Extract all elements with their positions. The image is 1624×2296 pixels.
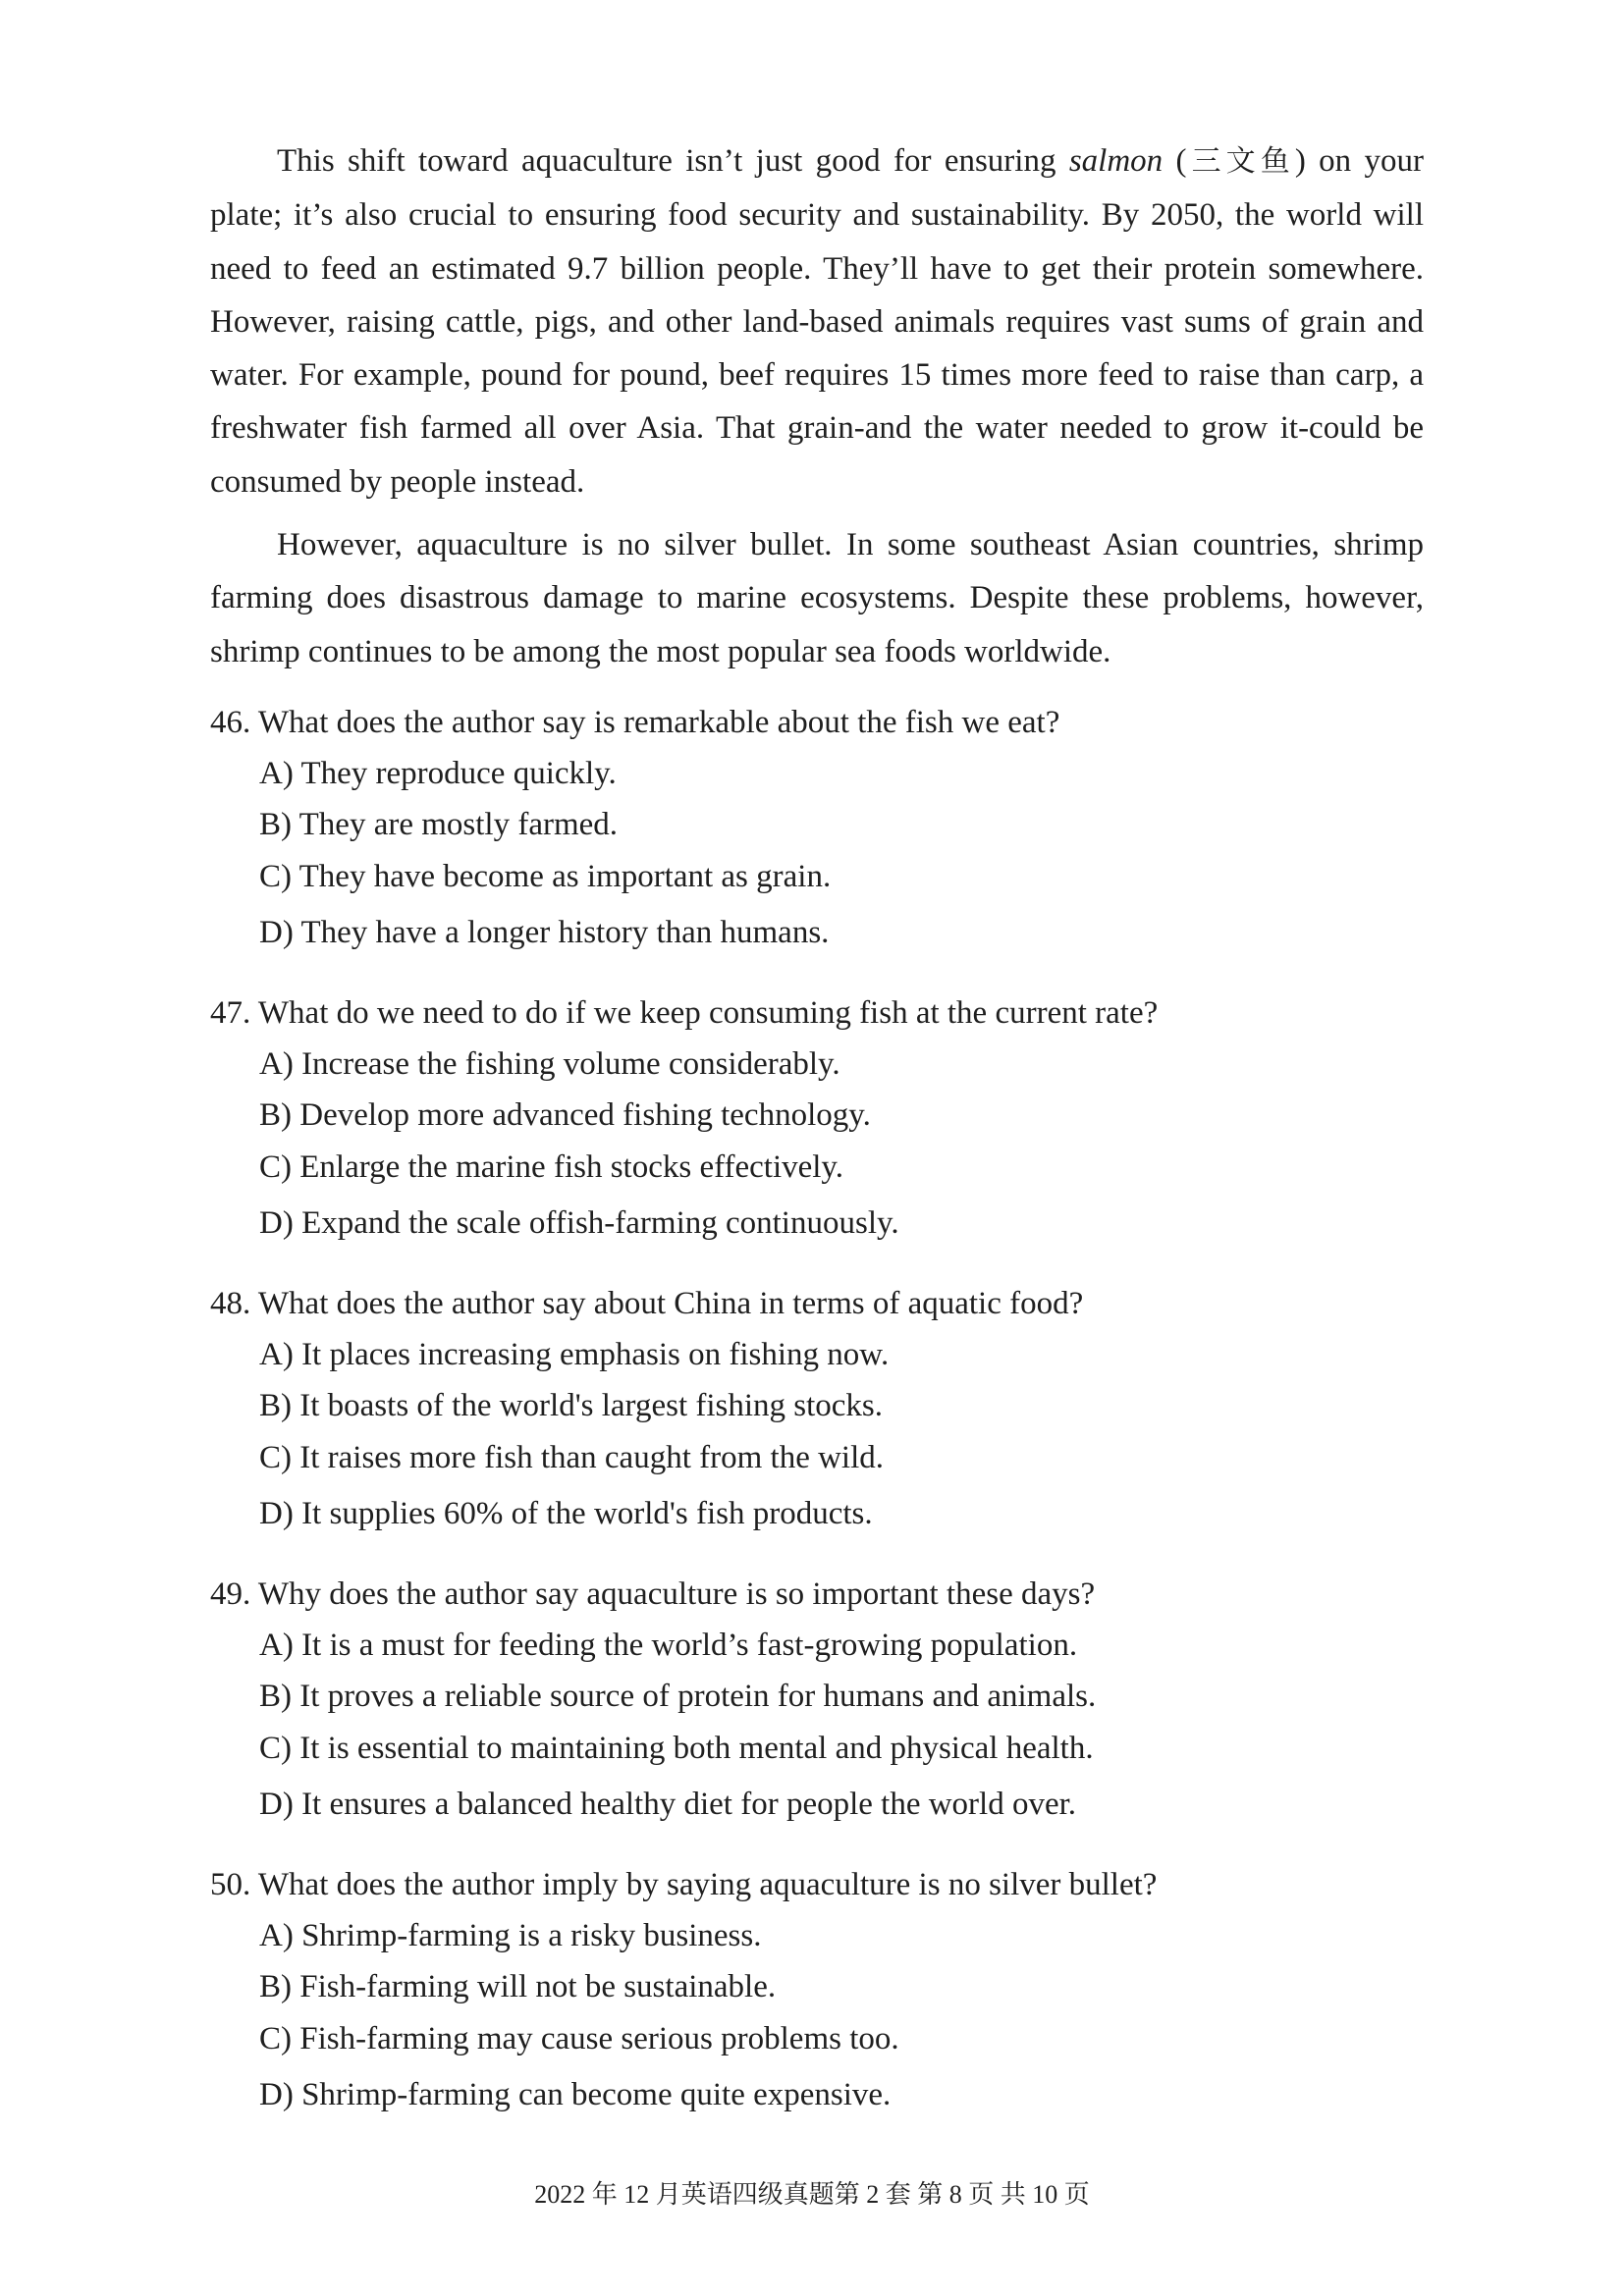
option-b: B) It proves a reliable source of protein for humans and animals.	[259, 1679, 1097, 1714]
question-stem: 49. Why does the author say aquaculture is so important these days?	[210, 1576, 1096, 1612]
option-d: D) It supplies 60% of the world's fish products.	[259, 1496, 873, 1531]
option-b: B) Develop more advanced fishing technology.	[259, 1097, 871, 1133]
option-b: B) They are mostly farmed.	[259, 807, 619, 842]
option-c: C) It raises more fish than caught from the wild.	[259, 1440, 885, 1475]
option-c: C) They have become as important as grain.	[259, 859, 832, 894]
option-a: A) It is a must for feeding the world’s fast-growing population.	[259, 1628, 1078, 1663]
salmon-term: salmon	[1068, 143, 1164, 179]
option-d: D) It ensures a balanced healthy diet for people the world over.	[259, 1787, 1077, 1822]
question-stem: 48. What does the author say about China in terms of aquatic food?	[210, 1286, 1084, 1321]
passage-paragraph-1: This shift toward aquaculture isn’t just good for ensuring salmon (三文鱼) on your plate; it’s also crucial to ensuring food security and sustainability. By 2050, the world will need to feed an estimated 9.7 billion people. They’ll have to get their protein somewhere. However, raising cattle, pigs, and other land-based animals requires vast sums of grain and water. For example, pound for pound, beef requires 15 times more feed to raise than carp, a freshwater fish farmed all over Asia. That grain-and the water needed to grow it-could be consumed by people instead.	[210, 143, 1424, 500]
salmon-chinese-gloss: 三文鱼	[1186, 144, 1295, 179]
reading-passage	[210, 134, 1424, 688]
option-c: C) Fish-farming may cause serious problems too.	[259, 2021, 899, 2056]
option-a: A) They reproduce quickly.	[259, 756, 617, 791]
option-b: B) Fish-farming will not be sustainable.	[259, 1969, 777, 2004]
page-footer: 2022 年 12 月英语四级真题第 2 套 第 8 页 共 10 页	[534, 2180, 1090, 2209]
question-stem: 47. What do we need to do if we keep consuming fish at the current rate?	[210, 995, 1159, 1031]
option-a: A) It places increasing emphasis on fishing now.	[259, 1337, 890, 1372]
question-stem: 50. What does the author imply by saying aquaculture is no silver bullet?	[210, 1867, 1158, 1902]
option-d: D) They have a longer history than humans.	[259, 915, 830, 950]
option-d: D) Expand the scale offish-farming continuously.	[259, 1205, 899, 1241]
question-stem: 46. What does the author say is remarkable about the fish we eat?	[210, 705, 1060, 740]
option-b: B) It boasts of the world's largest fishing stocks.	[259, 1388, 884, 1423]
option-c: C) Enlarge the marine fish stocks effectively.	[259, 1149, 844, 1185]
option-d: D) Shrimp-farming can become quite expensive.	[259, 2077, 892, 2112]
option-a: A) Shrimp-farming is a risky business.	[259, 1918, 762, 1953]
option-c: C) It is essential to maintaining both mental and physical health.	[259, 1731, 1094, 1766]
option-a: A) Increase the fishing volume considerably.	[259, 1046, 840, 1082]
passage-paragraph-2: However, aquaculture is no silver bullet. In some southeast Asian countries, shrimp farming does disastrous damage to marine ecosystems. Despite these problems, however, shrimp continues to be among the most popular sea foods worldwide.	[210, 527, 1424, 669]
